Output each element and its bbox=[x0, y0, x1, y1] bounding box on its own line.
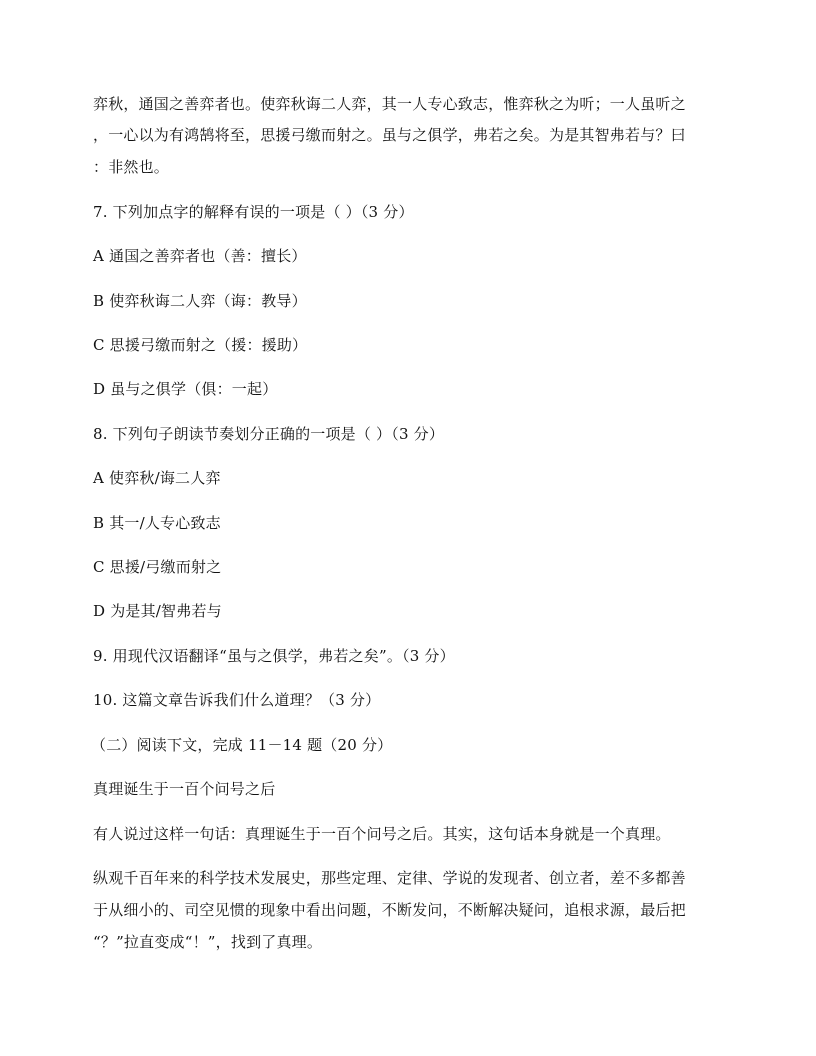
article-paragraph-2-line-2: 于从细小的、司空见惯的现象中看出问题，不断发问，不断解决疑问，追根求源，最后把 bbox=[93, 901, 686, 919]
question-7-option-d: D 虽与之俱学（俱：一起） bbox=[93, 380, 278, 398]
article-paragraph-1: 有人说过这样一句话：真理诞生于一百个问号之后。其实，这句话本身就是一个真理。 bbox=[93, 825, 671, 843]
passage-line-1: 弈秋，通国之善弈者也。使弈秋诲二人弈，其一人专心致志，惟弈秋之为听；一人虽听之 bbox=[93, 95, 686, 113]
passage-line-2: ，一心以为有鸿鹄将至，思援弓缴而射之。虽与之俱学，弗若之矣。为是其智弗若与？曰 bbox=[93, 126, 686, 144]
question-8-option-a: A 使弈秋/诲二人弈 bbox=[93, 469, 221, 487]
question-7-option-c: C 思援弓缴而射之（援：援助） bbox=[93, 336, 308, 354]
article-paragraph-2-line-1: 纵观千百年来的科学技术发展史，那些定理、定律、学说的发现者、创立者，差不多都善 bbox=[93, 869, 686, 887]
question-9: 9. 用现代汉语翻译“虽与之俱学，弗若之矣”。（3 分） bbox=[93, 647, 455, 665]
question-8-option-b: B 其一/人专心致志 bbox=[93, 514, 221, 532]
article-title: 真理诞生于一百个问号之后 bbox=[93, 780, 276, 798]
question-7-stem: 7. 下列加点字的解释有误的一项是（ ）（3 分） bbox=[93, 203, 414, 221]
section-2-heading: （二）阅读下文，完成 11－14 题（20 分） bbox=[91, 736, 393, 754]
question-8-option-c: C 思援/弓缴而射之 bbox=[93, 558, 222, 576]
question-8-stem: 8. 下列句子朗读节奏划分正确的一项是（ ）（3 分） bbox=[93, 425, 445, 443]
article-paragraph-2-line-3: “？”拉直变成“！”，找到了真理。 bbox=[93, 933, 323, 951]
question-7-option-a: A 通国之善弈者也（善：擅长） bbox=[93, 247, 307, 265]
question-10: 10. 这篇文章告诉我们什么道理？（3 分） bbox=[93, 691, 381, 709]
question-7-option-b: B 使弈秋诲二人弈（诲：教导） bbox=[93, 292, 307, 310]
question-8-option-d: D 为是其/智弗若与 bbox=[93, 602, 222, 620]
passage-line-3: ：非然也。 bbox=[93, 158, 170, 176]
